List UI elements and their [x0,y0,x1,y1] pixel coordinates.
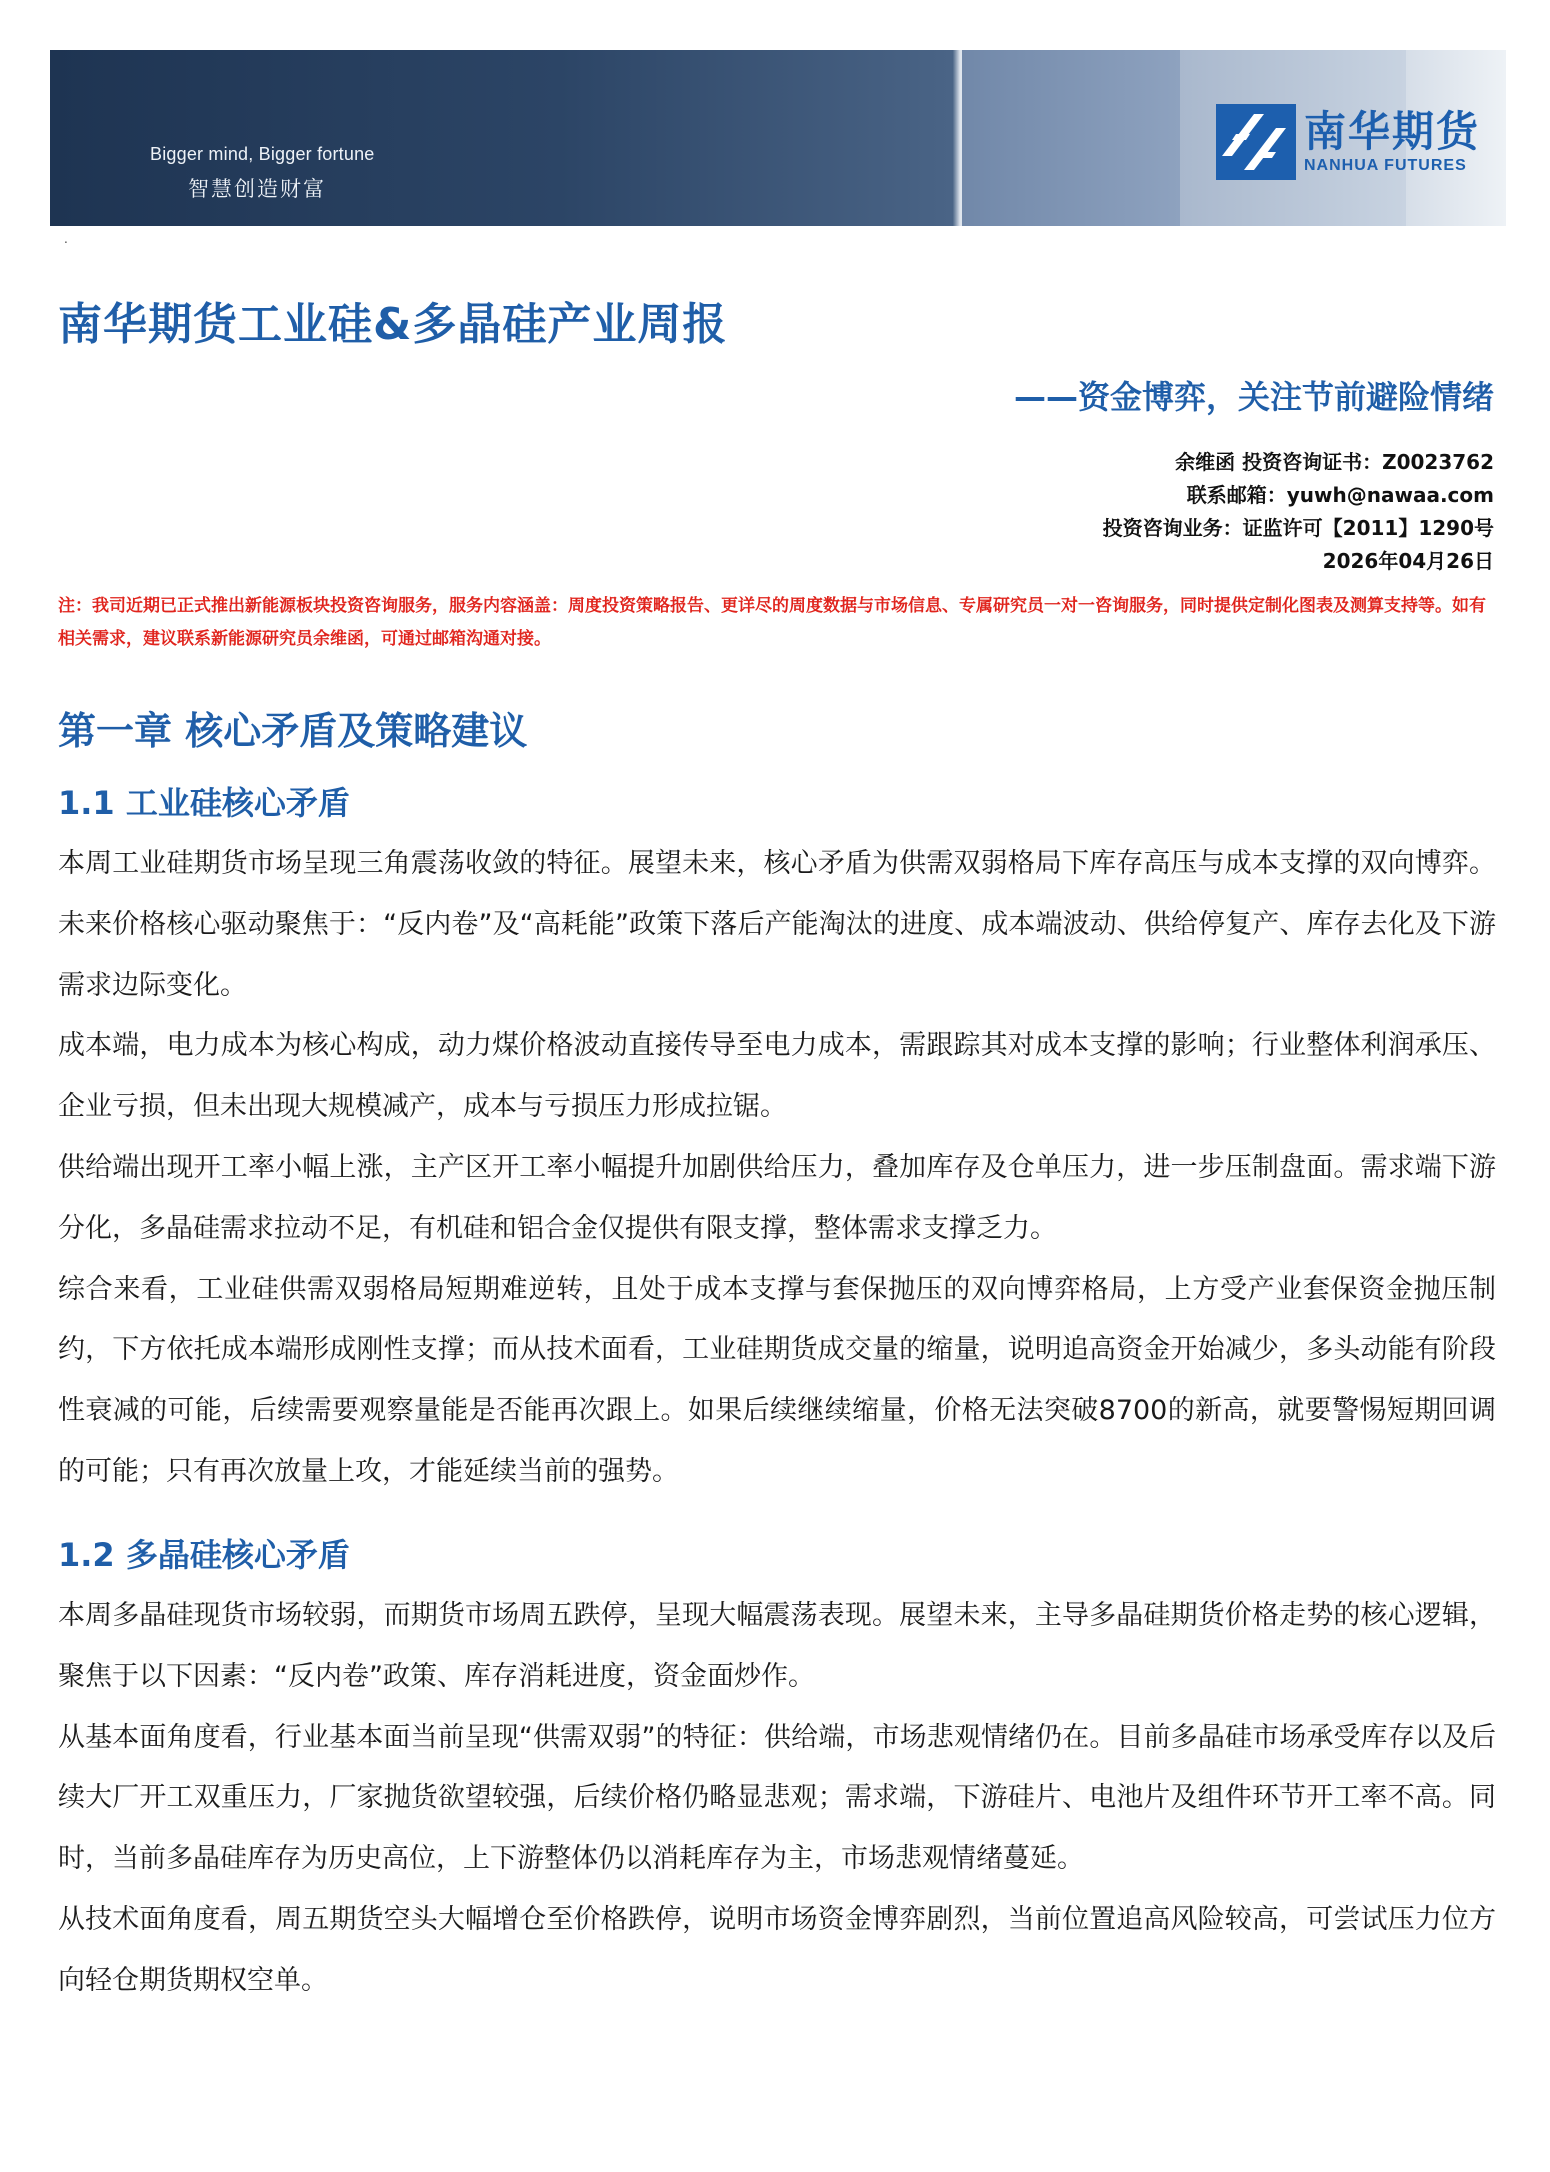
header-banner [50,50,1506,226]
paragraph: 从基本面角度看，行业基本面当前呈现“供需双弱”的特征：供给端，市场悲观情绪仍在。目前多晶硅市场承受库存以及后续大厂开工双重压力，厂家抛货欲望较强，后续价格仍略显悲观；需求端，下游硅片、电池片及组件环节开工率不高。同时，当前多晶硅库存为历史高位，上下游整体仍以消耗库存为主，市场悲观情绪蔓延。 [58,1721,1496,1875]
banner-band [962,50,1180,226]
section-title-polysilicon: 1.2 多晶硅核心矛盾 [58,1536,350,1574]
logo-cn: 南华期货 [1304,107,1481,156]
slogan-cn: 智慧创造财富 [188,177,326,201]
paragraph: 本周工业硅期货市场呈现三角震荡收敛的特征。展望未来，核心矛盾为供需双弱格局下库存高压与成本支撑的双向博弈。未来价格核心驱动聚焦于：“反内卷”及“高耗能”政策下落后产能淘汰的进度、成本端波动、供给停复产、库存去化及下游需求边际变化。 [58,848,1496,1001]
slogan [150,144,375,203]
license-number: 投资咨询业务：证监许可【2011】1290号 [1102,516,1494,540]
company-logo [1216,102,1480,182]
section-title-industrial-silicon: 1.1 工业硅核心矛盾 [58,784,350,822]
logo-en: NANHUA FUTURES [1304,157,1467,174]
contact-email: 联系邮箱：yuwh@nawaa.com [1186,483,1494,507]
chapter-title: 第一章 核心矛盾及策略建议 [58,709,528,753]
paragraph: 本周多晶硅现货市场较弱，而期货市场周五跌停，呈现大幅震荡表现。展望未来，主导多晶硅期货价格走势的核心逻辑，聚焦于以下因素：“反内卷”政策、库存消耗进度，资金面炒作。 [58,1600,1496,1692]
slogan-en: Bigger mind, Bigger fortune [150,144,375,164]
paragraph: 从技术面角度看，周五期货空头大幅增仓至价格跌停，说明市场资金博弈剧烈，当前位置追高风险较高，可尝试压力位方向轻仓期货期权空单。 [58,1903,1496,1996]
paragraph: 综合来看，工业硅供需双弱格局短期难逆转，且处于成本支撑与套保抛压的双向博弈格局，上方受产业套保资金抛压制约，下方依托成本端形成刚性支撑；而从技术面看，工业硅期货成交量的缩量，说明追高资金开始减少，多头动能有阶段性衰减的可能，后续需要观察量能是否能再次跟上。如果后续继续缩量，价格无法突破8700的新高，就要警惕短期回调的可能；只有再次放量上攻，才能延续当前的强势。 [58,1273,1496,1487]
analyst-certificate: 余维函 投资咨询证书：Z0023762 [1175,450,1494,474]
section-body-industrial-silicon [58,834,1496,1503]
report-title: 南华期货工业硅&多晶硅产业周报 [58,299,728,350]
report-subtitle: ——资金博弈，关注节前避险情绪 [1013,378,1494,416]
service-note: 注：我司近期已正式推出新能源板块投资咨询服务，服务内容涵盖：周度投资策略报告、更详尽的周度数据与市场信息、专属研究员一对一咨询服务，同时提供定制化图表及测算支持等。如有相关需求，建议联系新能源研究员余维函，可通过邮箱沟通对接。 [58,596,1486,649]
section-body-polysilicon [58,1586,1496,2012]
nanhua-logo-icon [1216,104,1296,180]
paragraph: 供给端出现开工率小幅上涨，主产区开工率小幅提升加剧供给压力，叠加库存及仓单压力，进一步压制盘面。需求端下游分化，多晶硅需求拉动不足，有机硅和铝合金仅提供有限支撑，整体需求支撑乏力。 [58,1151,1496,1244]
author-info [1103,446,1494,578]
report-date: 2026年04月26日 [1322,549,1494,573]
paragraph: 成本端，电力成本为核心构成，动力煤价格波动直接传导至电力成本，需跟踪其对成本支撑的影响；行业整体利润承压、企业亏损，但未出现大规模减产，成本与亏损压力形成拉锯。 [58,1030,1496,1123]
dot-mark: . [64,232,68,246]
